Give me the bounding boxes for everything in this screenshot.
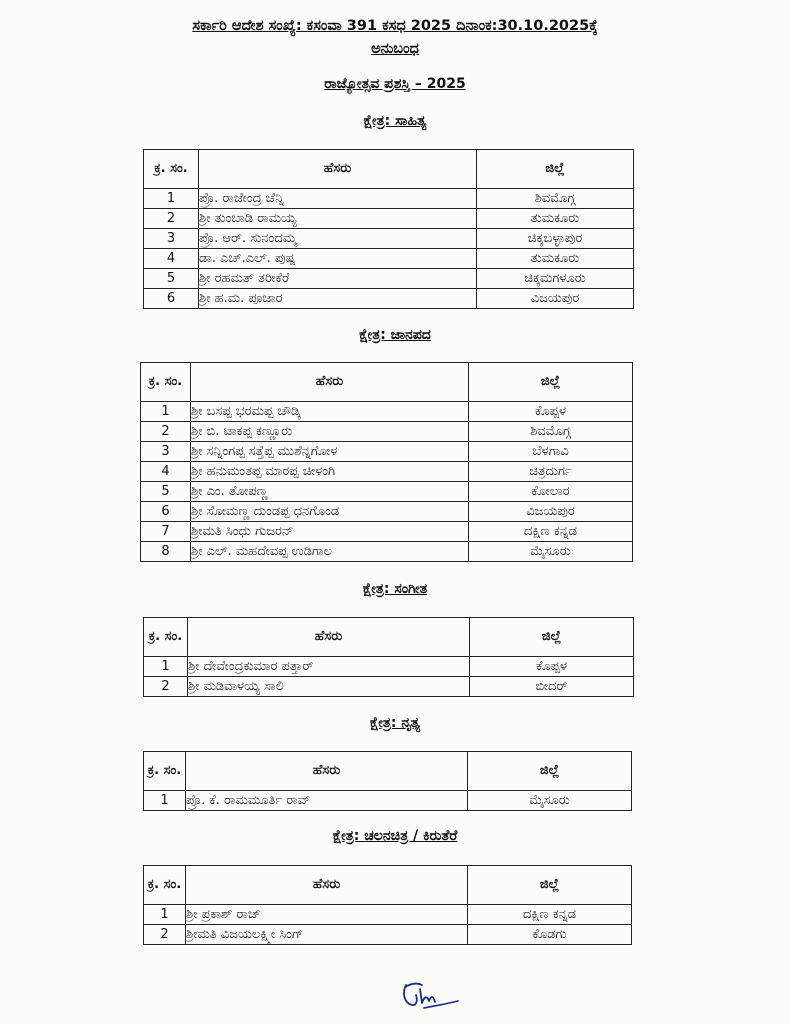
- table-header-row: [141, 363, 633, 402]
- serial-no: 2: [144, 209, 199, 229]
- district: ಕೊಡಗು: [468, 925, 632, 945]
- serial-no-header: ಕ್ರ. ಸಂ.: [144, 150, 199, 189]
- serial-no-header: ಕ್ರ. ಸಂ.: [144, 618, 188, 657]
- table-row: [144, 657, 634, 677]
- table-row: [144, 289, 634, 309]
- awardee-name: ಪ್ರೊ. ರಾಜೇಂದ್ರ ಚೆನ್ನಿ: [199, 189, 477, 209]
- table-row: [144, 269, 634, 289]
- film-television-table: [143, 865, 632, 945]
- serial-no: 2: [144, 677, 188, 697]
- table-row: [144, 791, 632, 811]
- table-header-row: [144, 866, 632, 905]
- district: ತುಮಕೂರು: [477, 249, 634, 269]
- awardee-name: ಶ್ರೀ ಮಡಿವಾಳಯ್ಯ ಸಾಲಿ: [188, 677, 470, 697]
- serial-no: 6: [144, 289, 199, 309]
- district: ಮೈಸೂರು: [468, 791, 632, 811]
- awardee-name: ಶ್ರೀ ಸೋಮಣ್ಣ ದುಂಡಪ್ಪ ಧನಗೊಂಡ: [191, 502, 469, 522]
- awardee-name: ಶ್ರೀ ಹನುಮಂತಪ್ಪ ಮಾರಪ್ಪ ಚೀಳಂಗಿ: [191, 462, 469, 482]
- district: ಕೊಪ್ಪಳ: [469, 402, 633, 422]
- table-header-row: [144, 618, 634, 657]
- district: ದಕ್ಷಿಣ ಕನ್ನಡ: [468, 905, 632, 925]
- table-row: [144, 925, 632, 945]
- awardee-name: ಶ್ರೀ ಎಂ. ತೋಪಣ್ಣ: [191, 482, 469, 502]
- table-row: [144, 677, 634, 697]
- awardee-name: ಶ್ರೀ ದೇವೇಂದ್ರಕುಮಾರ ಪತ್ತಾರ್: [188, 657, 470, 677]
- table-row: [144, 209, 634, 229]
- district: ಚಿಕ್ಕಮಗಳೂರು: [477, 269, 634, 289]
- folklore-table: [140, 362, 633, 562]
- district-header: ಜಿಲ್ಲೆ: [468, 752, 632, 791]
- serial-no: 5: [141, 482, 191, 502]
- district: ಚಿಕ್ಕಬಳ್ಳಾಪುರ: [477, 229, 634, 249]
- name-header: ಹೆಸರು: [191, 363, 469, 402]
- district: ಶಿವಮೊಗ್ಗ: [469, 422, 633, 442]
- table-row: [141, 542, 633, 562]
- serial-no: 5: [144, 269, 199, 289]
- district: ಮೈಸೂರು: [469, 542, 633, 562]
- table-row: [141, 422, 633, 442]
- district: ಕೊಪ್ಪಳ: [470, 657, 634, 677]
- order-number-heading: ಸರ್ಕಾರಿ ಆದೇಶ ಸಂಖ್ಯೆ: ಕಸಂವಾ 391 ಕಸಧ 2025 ದಿನಾಂಕ:30.10.2025ಕ್ಕೆ: [192, 18, 598, 34]
- serial-no: 4: [141, 462, 191, 482]
- awardee-name: ಶ್ರೀ ರಹಮತ್ ತರೀಕೆರೆ: [199, 269, 477, 289]
- name-header: ಹೆಸರು: [188, 618, 470, 657]
- district: ವಿಜಯಪುರ: [477, 289, 634, 309]
- serial-no: 1: [144, 189, 199, 209]
- name-header: ಹೆಸರು: [199, 150, 477, 189]
- awardee-name: ಶ್ರೀ ಬಿ. ಟಾಕಪ್ಪ ಕಣ್ಣೂರು: [191, 422, 469, 442]
- table-row: [141, 482, 633, 502]
- annexure-heading: ಅನುಬಂಧ: [371, 41, 419, 57]
- serial-no-header: ಕ್ರ. ಸಂ.: [144, 866, 186, 905]
- serial-no: 3: [141, 442, 191, 462]
- table-row: [141, 462, 633, 482]
- serial-no: 8: [141, 542, 191, 562]
- section-title-literature: ಕ್ಷೇತ್ರ: ಸಾಹಿತ್ಯ: [363, 113, 427, 129]
- table-row: [141, 502, 633, 522]
- awardee-name: ಶ್ರೀಮತಿ ಸಿಂಧು ಗುಜರನ್: [191, 522, 469, 542]
- awardee-name: ಡಾ. ಎಚ್.ಎಲ್. ಪುಷ್ಪ: [199, 249, 477, 269]
- district: ಶಿವಮೊಗ್ಗ: [477, 189, 634, 209]
- district: ಚಿತ್ರದುರ್ಗ: [469, 462, 633, 482]
- district-header: ಜಿಲ್ಲೆ: [470, 618, 634, 657]
- table-header-row: [144, 150, 634, 189]
- table-row: [144, 229, 634, 249]
- dance-table: [143, 751, 632, 811]
- serial-no: 2: [144, 925, 186, 945]
- awardee-name: ಶ್ರೀ ತುಂಬಾಡಿ ರಾಮಯ್ಯ: [199, 209, 477, 229]
- district-header: ಜಿಲ್ಲೆ: [477, 150, 634, 189]
- table-row: [144, 189, 634, 209]
- district: ಬೀದರ್: [470, 677, 634, 697]
- section-title-music: ಕ್ಷೇತ್ರ: ಸಂಗೀತ: [362, 581, 428, 597]
- district: ವಿಜಯಪುರ: [469, 502, 633, 522]
- table-row: [144, 249, 634, 269]
- name-header: ಹೆಸರು: [186, 866, 468, 905]
- awardee-name: ಶ್ರೀ ಎಲ್. ಮಹದೇವಪ್ಪ ಉಡಿಗಾಲ: [191, 542, 469, 562]
- section-title-film-television: ಕ್ಷೇತ್ರ: ಚಲನಚಿತ್ರ / ಕಿರುತೆರೆ: [332, 828, 458, 844]
- serial-no: 3: [144, 229, 199, 249]
- awardee-name: ಪ್ರೊ. ಕೆ. ರಾಮಮೂರ್ತಿ ರಾವ್: [186, 791, 468, 811]
- district-header: ಜಿಲ್ಲೆ: [469, 363, 633, 402]
- district: ಬೆಳಗಾವಿ: [469, 442, 633, 462]
- awardee-name: ಶ್ರೀಮತಿ ವಿಜಯಲಕ್ಷ್ಮೀ ಸಿಂಗ್: [186, 925, 468, 945]
- music-table: [143, 617, 634, 697]
- serial-no: 1: [141, 402, 191, 422]
- award-title: ರಾಜ್ಯೋತ್ಸವ ಪ್ರಶಸ್ತಿ – 2025: [324, 76, 466, 92]
- table-header-row: [144, 752, 632, 791]
- signature-icon: [400, 975, 462, 1011]
- awardee-name: ಶ್ರೀ ಬಸಪ್ಪ ಭರಮಪ್ಪ ಚೌಡ್ಕಿ: [191, 402, 469, 422]
- section-title-folklore: ಕ್ಷೇತ್ರ: ಜಾನಪದ: [359, 327, 431, 343]
- serial-no: 4: [144, 249, 199, 269]
- serial-no: 2: [141, 422, 191, 442]
- awardee-name: ಶ್ರೀ ಸನ್ನಿಂಗಪ್ಪ ಸತ್ತೆಪ್ಪ ಮುಶೆನ್ನಗೋಳ: [191, 442, 469, 462]
- table-row: [144, 905, 632, 925]
- awardee-name: ಪ್ರೊ. ಆರ್. ಸುನಂದಮ್ಮ: [199, 229, 477, 249]
- serial-no: 1: [144, 657, 188, 677]
- serial-no: 1: [144, 791, 186, 811]
- serial-no-header: ಕ್ರ. ಸಂ.: [144, 752, 186, 791]
- district: ತುಮಕೂರು: [477, 209, 634, 229]
- district-header: ಜಿಲ್ಲೆ: [468, 866, 632, 905]
- serial-no: 6: [141, 502, 191, 522]
- awardee-name: ಶ್ರೀ ಪ್ರಕಾಶ್ ರಾಜ್: [186, 905, 468, 925]
- serial-no-header: ಕ್ರ. ಸಂ.: [141, 363, 191, 402]
- district: ದಕ್ಷಿಣ ಕನ್ನಡ: [469, 522, 633, 542]
- section-title-dance: ಕ್ಷೇತ್ರ: ನೃತ್ಯ: [369, 715, 421, 731]
- district: ಕೋಲಾರ: [469, 482, 633, 502]
- table-row: [141, 442, 633, 462]
- awardee-name: ಶ್ರೀ ಹ.ಮ. ಪೂಜಾರ: [199, 289, 477, 309]
- name-header: ಹೆಸರು: [186, 752, 468, 791]
- table-row: [141, 522, 633, 542]
- serial-no: 1: [144, 905, 186, 925]
- table-row: [141, 402, 633, 422]
- serial-no: 7: [141, 522, 191, 542]
- literature-table: [143, 149, 634, 309]
